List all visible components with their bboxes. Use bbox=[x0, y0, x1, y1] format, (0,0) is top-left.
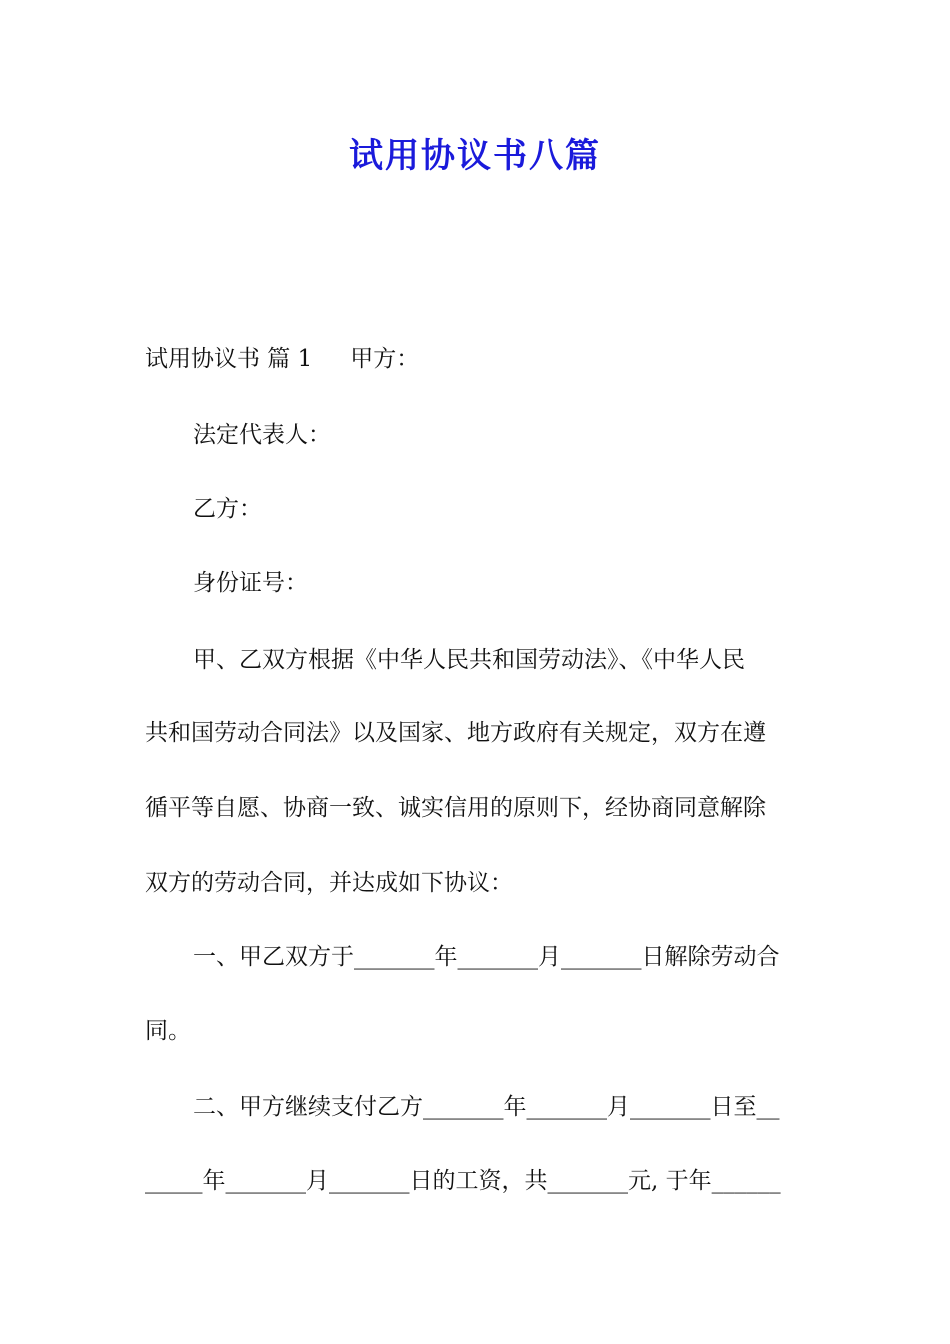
id-number-line: 身份证号： bbox=[193, 570, 308, 596]
clause-1-line: 一、甲乙双方于_______年_______月_______日解除劳动合 bbox=[193, 944, 780, 970]
document-title: 试用协议书八篇 bbox=[349, 136, 601, 176]
paragraph-line: 双方的劳动合同，并达成如下协议： bbox=[145, 870, 513, 896]
party-a-label: 甲方： bbox=[350, 346, 420, 372]
paragraph-line: 循平等自愿、协商一致、诚实信用的原则下，经协商同意解除 bbox=[145, 795, 766, 821]
section-heading-line bbox=[145, 344, 805, 374]
legal-representative-line: 法定代表人： bbox=[193, 422, 331, 448]
clause-2-line: _____年_______月_______日的工资，共_______元, 于年______ bbox=[145, 1168, 781, 1194]
clause-1-line: 同。 bbox=[145, 1018, 191, 1044]
section-heading: 试用协议书 篇 1 bbox=[145, 346, 313, 372]
paragraph-line: 甲、乙双方根据《中华人民共和国劳动法》、《中华人民 bbox=[193, 647, 745, 673]
party-b-line: 乙方： bbox=[193, 496, 262, 522]
paragraph-line: 共和国劳动合同法》以及国家、地方政府有关规定，双方在遵 bbox=[145, 720, 766, 746]
clause-2-line: 二、甲方继续支付乙方_______年_______月_______日至__ bbox=[193, 1094, 780, 1120]
